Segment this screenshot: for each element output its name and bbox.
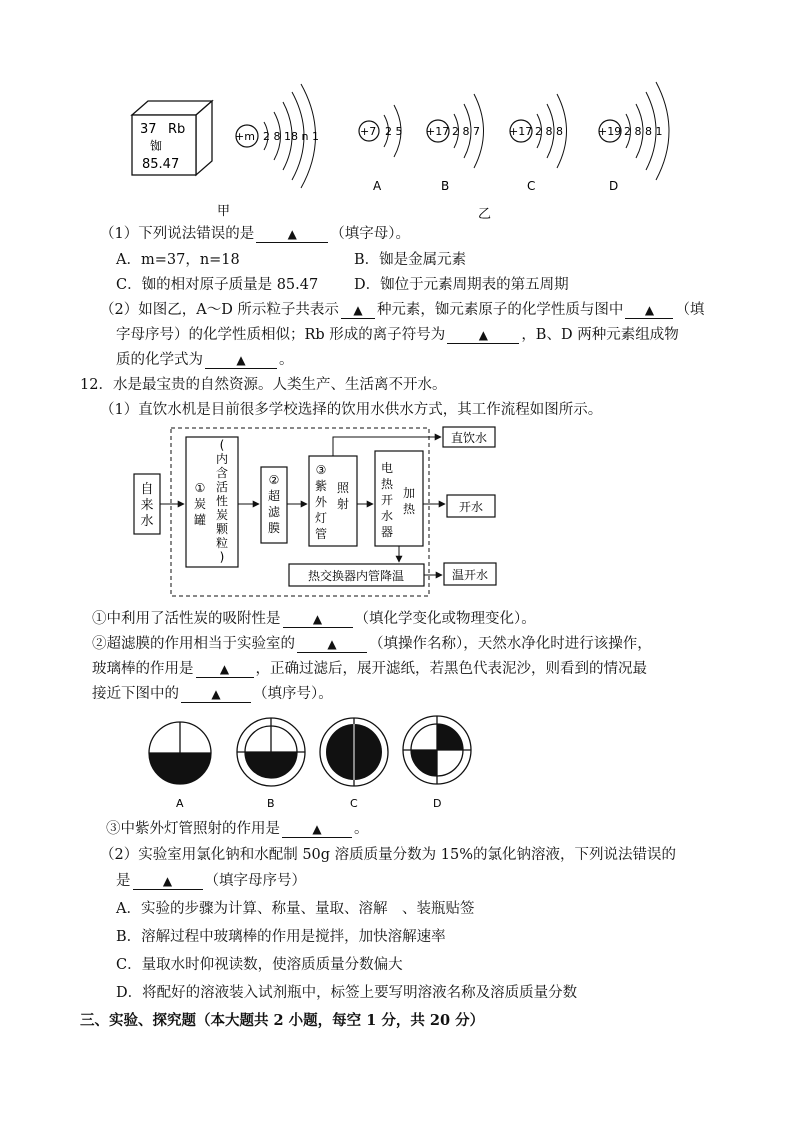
- q11-option-b: B．铷是金属元素: [354, 252, 467, 268]
- q11-option-c: C．铷的相对原子质量是 85.47: [116, 277, 319, 293]
- q11-part2-line2: 字母序号）的化学性质相似；Rb 形成的离子符号为 ▲ ，B、D 两种元素组成物: [116, 327, 679, 343]
- answer-blank[interactable]: ▲: [196, 661, 254, 678]
- svg-text:电热开水器: 电热开水器: [380, 461, 394, 539]
- filter-option-d: [403, 716, 471, 784]
- filter-option-b: [237, 718, 305, 786]
- rb-nucleus: +m: [235, 130, 255, 143]
- ion-a-label: A: [373, 179, 382, 193]
- answer-blank[interactable]: ▲: [447, 327, 519, 344]
- svg-text:③紫外灯管: ③ 紫外灯管: [314, 463, 328, 541]
- caption-yi: 乙: [478, 207, 492, 222]
- ion-b-nucleus: +17: [426, 125, 450, 138]
- q12-sub2-line2: 玻璃棒的作用是 ▲ ，正确过滤后，展开滤纸，若黑色代表泥沙，则看到的情况最: [92, 661, 647, 677]
- filter-label-a: A: [176, 797, 184, 810]
- section-3-heading: 三、实验、探究题（本大题共 2 小题，每空 1 分，共 20 分）: [80, 1012, 485, 1029]
- q12-sub3: ③中紫外灯管照射的作用是 ▲ 。: [106, 821, 369, 837]
- ion-c-shells: 2 8 8: [535, 125, 563, 138]
- filter-option-a: [149, 722, 211, 784]
- svg-text:(内含活性炭颗粒): (内含活性炭颗粒): [215, 438, 229, 564]
- q12-part1: （1）直饮水机是目前很多学校选择的饮用水供水方式，其工作流程如图所示。: [100, 402, 603, 418]
- answer-blank[interactable]: ▲: [256, 226, 328, 243]
- ion-b-shells: 2 8 7: [452, 125, 480, 138]
- ion-c-nucleus: +17: [509, 125, 533, 138]
- tap-water-label: 自来水: [140, 482, 154, 529]
- element-number: 37: [140, 122, 157, 137]
- element-mass: 85.47: [142, 157, 180, 172]
- filter-label-b: B: [267, 797, 275, 810]
- q12-part2-line1: （2）实验室用氯化钠和水配制 50g 溶质质量分数为 15%的氯化钠溶液，下列说法错误的: [100, 847, 677, 863]
- ion-a-shells: 2 5: [385, 125, 403, 138]
- rb-element-box: [132, 101, 212, 175]
- answer-blank[interactable]: ▲: [133, 873, 203, 890]
- q12-option-c: C．量取水时仰视读数，使溶质质量分数偏大: [116, 957, 403, 973]
- ion-a-structure: [359, 105, 403, 157]
- q12-part2-line2: 是 ▲ （填字母序号）: [116, 873, 306, 889]
- answer-blank[interactable]: ▲: [205, 352, 277, 369]
- answer-blank[interactable]: ▲: [341, 302, 375, 319]
- ion-b-label: B: [441, 179, 450, 193]
- out-warm-water: 温开水: [451, 568, 489, 582]
- q12-sub2-line3: 接近下图中的 ▲ （填序号）。: [92, 686, 333, 702]
- answer-blank[interactable]: ▲: [282, 821, 352, 838]
- heat-exchanger-label: 热交换器内管降温: [307, 569, 405, 583]
- filter-label-d: D: [433, 797, 442, 810]
- q12-sub2-line1: ②超滤膜的作用相当于实验室的 ▲ （填操作名称），天然水净化时进行该操作，: [92, 636, 652, 652]
- answer-blank[interactable]: ▲: [625, 302, 673, 319]
- q12-sub1: ①中利用了活性炭的吸附性是 ▲ （填化学变化或物理变化）。: [92, 611, 536, 627]
- q11-part2-line1: （2）如图乙，A～D 所示粒子共表示 ▲ 种元素，铷元素原子的化学性质与图中 ▲ （填: [100, 302, 705, 318]
- answer-blank[interactable]: ▲: [283, 611, 353, 628]
- element-name: 铷: [150, 139, 163, 153]
- svg-text:加热: 加热: [402, 486, 416, 516]
- ion-d-nucleus: +19: [598, 125, 622, 138]
- q11-option-a: A．m=37，n=18: [116, 252, 240, 268]
- ion-d-shells: 2 8 8 1: [624, 125, 663, 138]
- ion-a-nucleus: +7: [360, 125, 377, 138]
- filter-option-c: [320, 718, 388, 786]
- ion-c-label: C: [527, 179, 536, 193]
- ion-d-label: D: [609, 179, 619, 193]
- q11-part1: （1）下列说法错误的是 ▲ （填字母）。: [100, 226, 410, 242]
- element-symbol: Rb: [168, 122, 186, 137]
- svg-text:①炭罐: ① 炭罐: [193, 481, 207, 527]
- atomic-structure-figure: [0, 0, 794, 225]
- ion-d-structure: [598, 82, 669, 180]
- q12-title: 12．水是最宝贵的自然资源。人类生产、生活离不开水。: [80, 377, 447, 393]
- answer-blank[interactable]: ▲: [297, 636, 367, 653]
- svg-text:照射: 照射: [336, 481, 350, 511]
- rb-atom-structure: [235, 84, 319, 188]
- out-boiled-water: 开水: [458, 500, 484, 514]
- filter-label-c: C: [350, 797, 358, 810]
- filter-paper-figure: [0, 705, 794, 815]
- water-purifier-flow-diagram: [0, 420, 794, 600]
- answer-blank[interactable]: ▲: [181, 686, 251, 703]
- q12-option-b: B．溶解过程中玻璃棒的作用是搅拌，加快溶解速率: [116, 929, 446, 945]
- rb-shells: 2 8 18 n 1: [263, 130, 319, 143]
- ion-c-structure: [509, 94, 567, 168]
- q11-part2-line3: 质的化学式为 ▲ 。: [116, 352, 294, 368]
- q12-option-d: D．将配好的溶液装入试剂瓶中，标签上要写明溶液名称及溶质质量分数: [116, 985, 578, 1001]
- ion-b-structure: [426, 94, 484, 168]
- out-direct-water: 直饮水: [450, 431, 488, 445]
- svg-text:②超滤膜: ② 超滤膜: [267, 473, 281, 535]
- caption-jia: 甲: [217, 204, 231, 219]
- q11-option-d: D．铷位于元素周期表的第五周期: [354, 277, 569, 293]
- q12-option-a: A．实验的步骤为计算、称量、量取、溶解 、装瓶贴签: [116, 901, 475, 917]
